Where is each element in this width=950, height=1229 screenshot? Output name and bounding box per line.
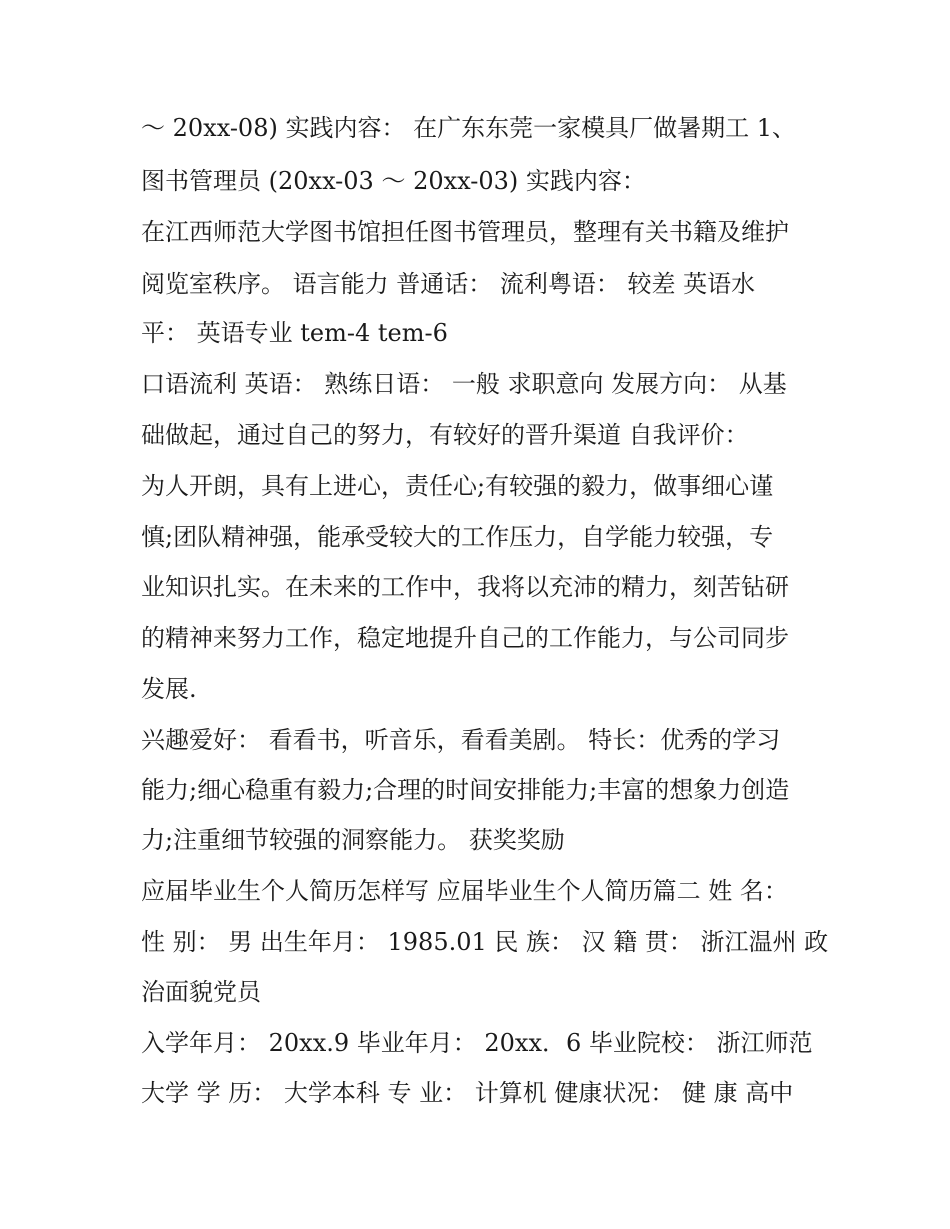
text-line: 在江西师范大学图书馆担任图书管理员，整理有关书籍及维护 [141,218,789,246]
text-line: 性 别： 男 出生年月： 1985.01 民 族： 汉 籍 贯： 浙江温州 政 [141,928,829,956]
text-line: 慎;团队精神强，能承受较大的工作压力，自学能力较强，专 [141,523,774,551]
text-line: 发展. [141,675,197,703]
text-line: 应届毕业生个人简历怎样写 应届毕业生个人简历篇二 姓 名： [141,877,788,905]
text-line: 为人开朗，具有上进心，责任心;有较强的毅力，做事细心谨 [141,472,774,500]
text-line: 平： 英语专业 tem-4 tem-6 [141,319,448,347]
text-line: 业知识扎实。在未来的工作中，我将以充沛的精力，刻苦钻研 [141,573,789,601]
text-line: 图书管理员 (20xx-03 ～ 20xx-03) 实践内容： [141,167,646,195]
text-line: ～ 20xx-08) 实践内容： 在广东东莞一家模具厂做暑期工 1、 [141,114,796,142]
text-line: 入学年月： 20xx.9 毕业年月： 20xx．6 毕业院校： 浙江师范 [141,1029,813,1057]
text-line: 的精神来努力工作，稳定地提升自己的工作能力，与公司同步 [141,624,789,652]
text-line: 治面貌党员 [141,978,261,1006]
text-line: 力;注重细节较强的洞察能力。 获奖奖励 [141,826,565,854]
text-line: 大学 学 历： 大学本科 专 业： 计算机 健康状况： 健 康 高中 [141,1079,794,1107]
text-line: 础做起，通过自己的努力，有较好的晋升渠道 自我评价： [141,421,749,449]
text-line: 口语流利 英语： 熟练日语： 一般 求职意向 发展方向： 从基 [141,370,787,398]
text-line: 阅览室秩序。 语言能力 普通话： 流利粤语： 较差 英语水 [141,270,756,298]
text-line: 兴趣爱好： 看看书，听音乐，看看美剧。 特长：优秀的学习 [141,726,781,754]
text-line: 能力;细心稳重有毅力;合理的时间安排能力;丰富的想象力创造 [141,776,790,804]
